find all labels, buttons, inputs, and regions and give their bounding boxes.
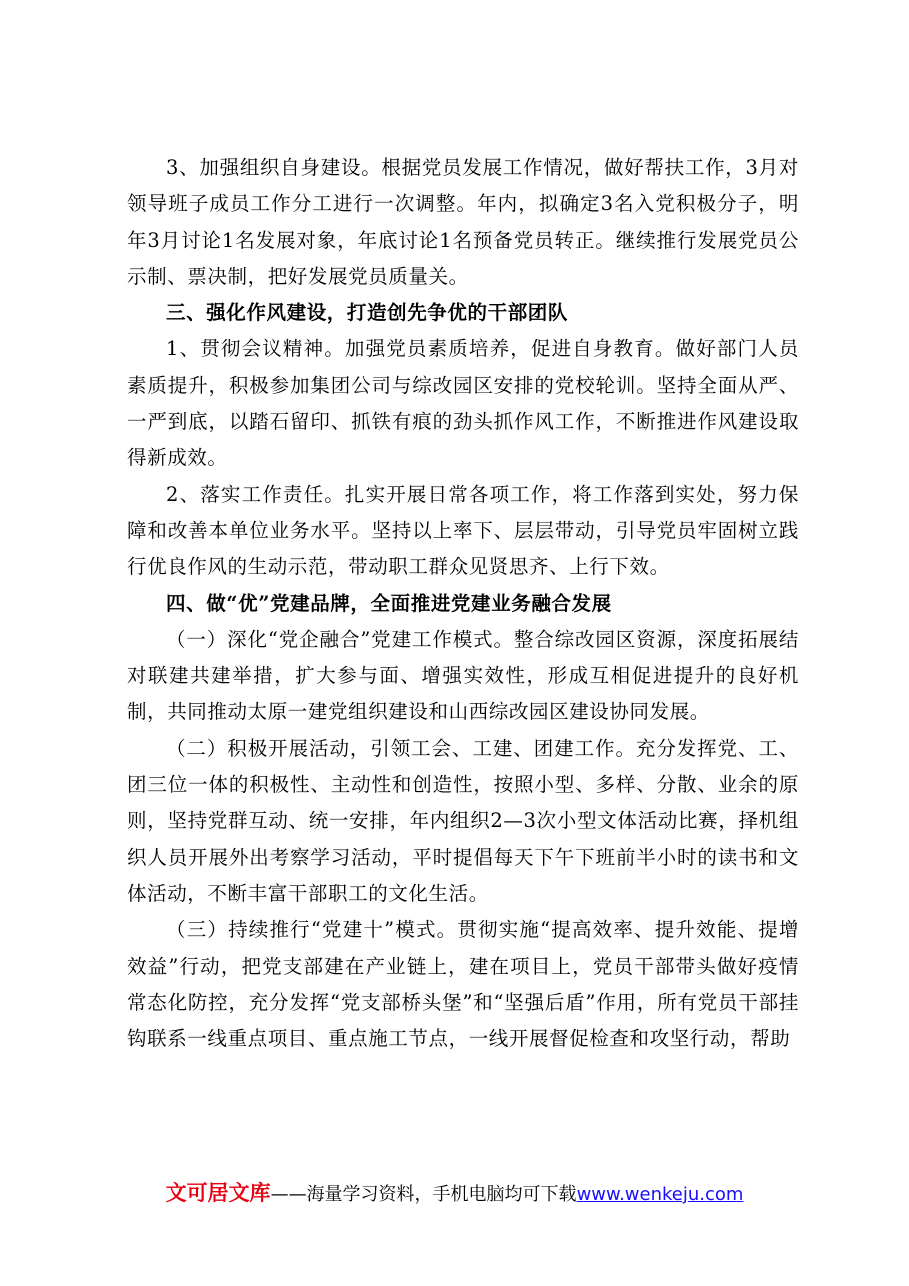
footer-website-link[interactable]: www.wenkeju.com — [576, 1184, 744, 1205]
footer-slogan: ——海量学习资料，手机电脑均可下载 — [270, 1184, 577, 1205]
paragraph-carry-out-activities: （二）积极开展活动，引领工会、工建、团建工作。充分发挥党、工、团三位一体的积极性、主动性和创造性，按照小型、多样、分散、业余的原则，坚持党群互动、统一安排，年内组织2—3次小型文体活动比赛，择机组织人员开展外出考察学习活动，平时提倡每天下午下班前半小时的读书和文体活动，不断丰富干部职工的文化生活。 — [127, 736, 799, 905]
document-body — [127, 150, 799, 1057]
paragraph-implement-meeting-spirit: 1、贯彻会议精神。加强党员素质培养，促进自身教育。做好部门人员素质提升，积极参加集团公司与综改园区安排的党校轮训。坚持全面从严、一严到底，以踏石留印、抓铁有痕的劲头抓作风工作，不断推进作风建设取得新成效。 — [127, 337, 799, 470]
footer-banner — [0, 1180, 909, 1208]
paragraph-party-building-plus: （三）持续推行“党建十”模式。贯彻实施“提高效率、提升效能、提增效益”行动，把党支部建在产业链上，建在项目上，党员干部带头做好疫情常态化防控，充分发挥“党支部桥头堡”和“坚强后盾”作用，所有党员干部挂钩联系一线重点项目、重点施工节点，一线开展督促检查和攻坚行动，帮助 — [127, 918, 799, 1051]
paragraph-strengthen-organization: 3、加强组织自身建设。根据党员发展工作情况，做好帮扶工作，3月对领导班子成员工作分工进行一次调整。年内，拟确定3名入党积极分子，明年3月讨论1名发展对象，年底讨论1名预备党员转正。继续推行发展党员公示制、票决制，把好发展党员质量关。 — [127, 156, 799, 288]
paragraph-implement-responsibility: 2、落实工作责任。扎实开展日常各项工作，将工作落到实处，努力保障和改善本单位业务水平。坚持以上率下、层层带动，引导党员牢固树立践行优良作风的生动示范，带动职工群众见贤思齐、上行下效。 — [127, 482, 799, 579]
section-heading-3: 三、强化作风建设，打造创先争优的干部团队 — [166, 301, 569, 325]
footer-brand: 文可居文库 — [165, 1181, 271, 1205]
paragraph-party-enterprise-integration: （一）深化“党企融合”党建工作模式。整合综改园区资源，深度拓展结对联建共建举措，扩大参与面、增强实效性，形成互相促进提升的良好机制，共同推动太原一建党组织建设和山西综改园区建设协同发展。 — [127, 627, 799, 724]
section-heading-4: 四、做“优”党建品牌，全面推进党建业务融合发展 — [166, 591, 612, 615]
